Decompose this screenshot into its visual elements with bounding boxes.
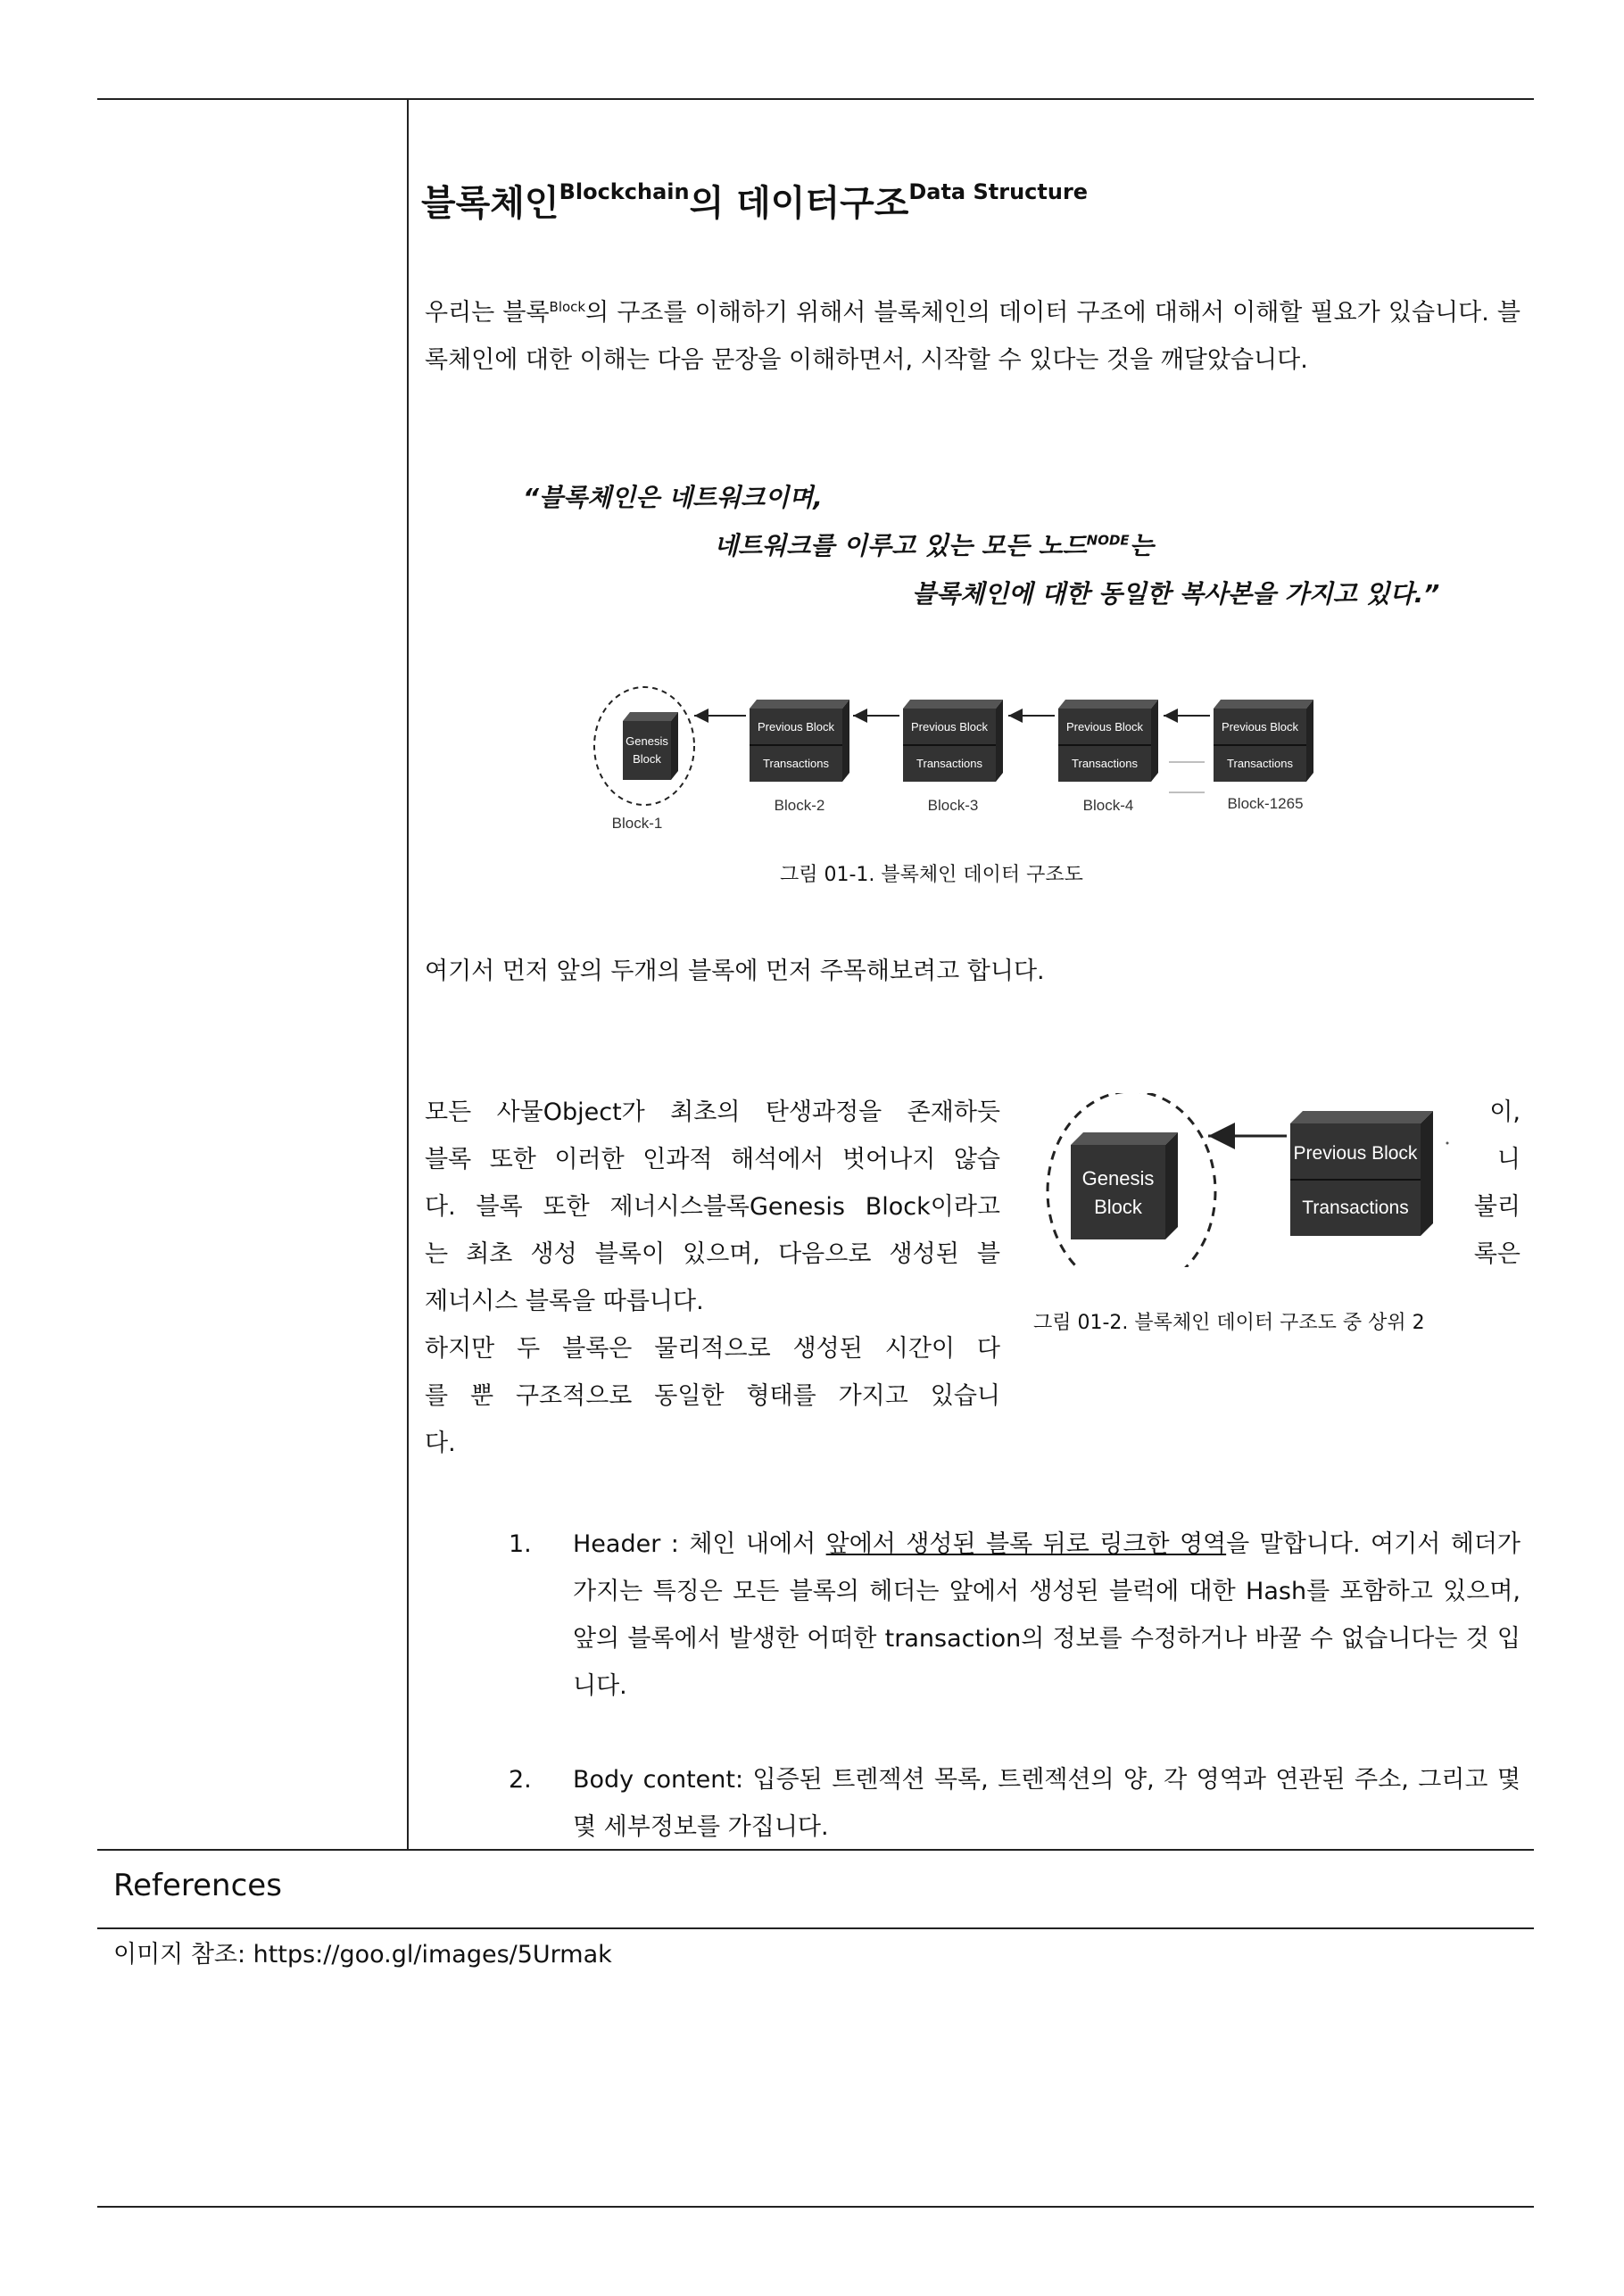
svg-text:Block: Block [633,752,661,766]
column-divider [407,98,409,1850]
block-cube-1265 [1214,700,1313,782]
references-rule [97,1927,1534,1929]
left-column-text: 모든 사물Object가 최초의 탄생과정을 존재하듯 블록 또한 이러한 인과적 해석에서 벗어나지 않습 다. 블록 또한 제너시스블록Genesis Block이라고 는 최초 생성 블록이 있으며, 다음으로 생성된 블 제너시스 블록을 따릅니다. 하지만 두 블록은 물리적으로 생성된 시간이 다 를 뿐 구조적으로 동일한 형태를 가지고 있습니 다. [425,1098,1000,1457]
title-superscript-2: Data Structure [908,178,1089,204]
figure-1-caption: 그림 01-1. 블록체인 데이터 구조도 [780,864,1083,886]
svg-text:Block: Block [1094,1196,1142,1218]
svg-text:Previous Block: Previous Block [911,720,988,734]
title-superscript: Blockchain [559,178,690,204]
svg-text:Genesis: Genesis [626,734,668,748]
genesis-block-cube [623,712,678,780]
list-item-body: 2. Body content: 입증된 트렌젝션 목록, 트렌젝션의 양, 각 영역과 연관된 주소, 그리고 몇몇 세부정보를 가집니다. [509,1766,1520,1841]
underlined-phrase: 앞에서 생성된 블록 뒤로 링크한 영역 [825,1530,1227,1558]
genesis-block-cube-large [1071,1132,1178,1239]
node-superscript: NODE [1086,532,1130,549]
svg-text:Transactions: Transactions [1072,757,1138,770]
blockchain-diagram-top2 [1044,1093,1463,1276]
label-block-4: Block-4 [1082,797,1134,814]
quote-line-1: “블록체인은 네트워크이며, [523,483,823,512]
title-main-2: 의 데이터구조 [689,183,909,224]
bottom-rule [97,2206,1534,2208]
quote-line-2: 네트워크를 이루고 있는 모든 노드$^{NODE}$는 [714,531,1154,560]
svg-text:Transactions: Transactions [763,757,829,770]
page-title [421,175,1088,226]
blockchain-diagram [580,678,1330,843]
quote-line-3: 블록체인에 대한 동일한 복사본을 가지고 있다.” [912,579,1440,609]
list-item-header: 1. Header : 체인 내에서 앞에서 생성된 블록 뒤로 링크한 영역을 말합니다. 여기서 헤더가 가지는 특징은 모든 블록의 헤더는 앞에서 생성된 블럭에 대한 Hash를 포함하고 있으며, 앞의 블록에서 발생한 어떠한 transaction의 정보를 수정하거나 바꿀 수 없습니다는 것 입니다. [509,1530,1520,1700]
previous-block-cube-large [1290,1111,1433,1236]
svg-text:Genesis: Genesis [1081,1167,1155,1189]
block-cube-2 [750,700,849,782]
right-column-fragments: 이, 니 불리 록은 [1473,1098,1520,1268]
label-block-1265: Block-1265 [1227,795,1304,812]
label-block-3: Block-3 [927,797,979,814]
block-cube-4 [1058,700,1158,782]
label-block-1: Block-1 [611,815,663,832]
svg-text:Previous Block: Previous Block [1293,1143,1418,1164]
references-heading: References [113,1868,282,1903]
label-block-2: Block-2 [774,797,825,814]
paragraph-2: 여기서 먼저 앞의 두개의 블록에 먼저 주목해보려고 합니다. [425,957,1045,985]
svg-text:Previous Block: Previous Block [1222,720,1298,734]
title-main: 블록체인 [421,183,559,224]
top-rule [97,98,1534,100]
svg-text:Transactions: Transactions [1302,1198,1409,1218]
block-cube-3 [903,700,1003,782]
block-superscript: Block [549,299,586,315]
svg-text:Previous Block: Previous Block [758,720,834,734]
svg-text:Previous Block: Previous Block [1066,720,1143,734]
svg-text:Transactions: Transactions [1227,757,1293,770]
intro-paragraph: 우리는 블록$^{Block}$의 구조를 이해하기 위해서 블록체인의 데이터 구조에 대해서 이해할 필요가 있습니다. 블록체인에 대한 이해는 다음 문장을 이해하면서, 시작할 수 있다는 것을 깨달았습니다. [425,299,1520,374]
figure-2-caption: 그림 01-2. 블록체인 데이터 구조도 중 상위 2 [1033,1312,1425,1334]
svg-text:Transactions: Transactions [916,757,982,770]
references-text: 이미지 참조: https://goo.gl/images/5Urmak [113,1941,612,1969]
